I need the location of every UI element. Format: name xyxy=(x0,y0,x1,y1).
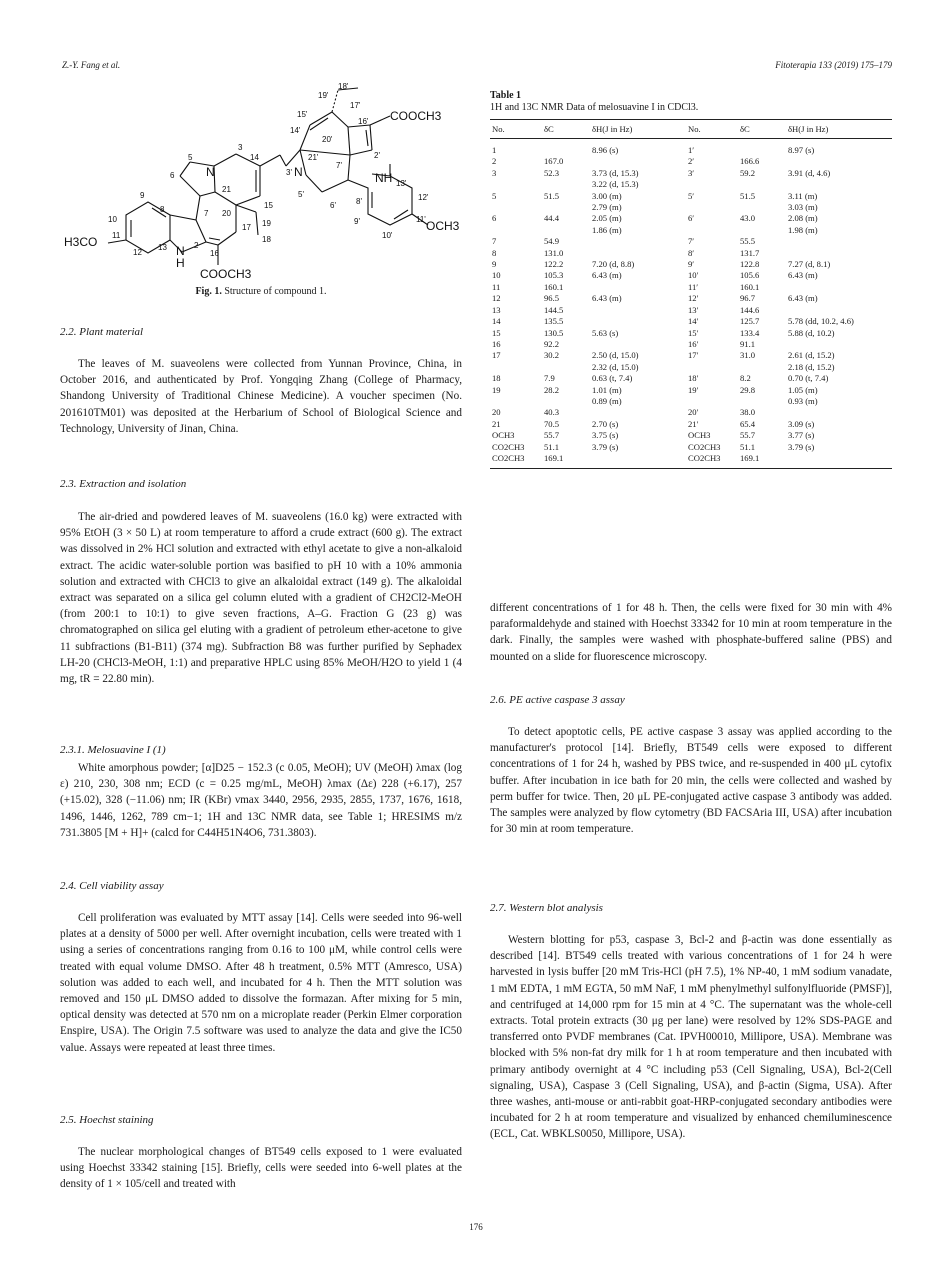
table-cell: 29.8 xyxy=(740,384,756,395)
svg-text:3: 3 xyxy=(238,143,243,152)
table-cell: 167.0 xyxy=(544,156,564,167)
table-cell: 2.70 (s) xyxy=(592,418,619,429)
table-row xyxy=(490,293,892,304)
svg-text:17': 17' xyxy=(350,101,361,110)
table-cell xyxy=(542,362,590,373)
table-cell: OCH3 xyxy=(688,430,711,441)
table-body xyxy=(490,139,892,469)
svg-text:21': 21' xyxy=(308,153,319,162)
table-cell: 9′ xyxy=(688,259,695,270)
svg-text:15': 15' xyxy=(297,110,308,119)
nitrogen-right: N xyxy=(294,165,303,179)
table-header-cell: No. xyxy=(490,120,542,139)
table-cell xyxy=(686,225,738,236)
table-row xyxy=(490,350,892,361)
table-cell xyxy=(786,179,892,190)
figure-caption-label: Fig. 1. xyxy=(195,286,222,297)
table-cell xyxy=(738,202,786,213)
svg-text:12': 12' xyxy=(418,193,429,202)
table-cell: 0.63 (t, 7.4) xyxy=(592,373,633,384)
table-cell: 105.6 xyxy=(740,270,760,281)
svg-text:6': 6' xyxy=(330,201,336,210)
svg-text:10': 10' xyxy=(382,231,393,240)
table-cell: 1.01 (m) xyxy=(592,384,622,395)
section-2-6-body: To detect apoptotic cells, PE active caspase 3 assay was applied according to the manufacturer's protocol [14]. Briefly, BT549 cells were exposed to different concentrations of 1 for 24 h, washed by PBS twice, and re-suspended in 400 μL cytofix buffer. After incubation in ice bath for 20 min, the cells were collected and washed by perm buffer for twice. Then, 20 μL PE-conjugated active caspase 3 antibody was added. The samples were analyzed by flow cytometry (BD FACSAria III, USA) after incubation for 30 min at room temperature. xyxy=(490,726,892,836)
table-cell xyxy=(686,179,738,190)
figure-caption xyxy=(60,286,462,297)
table-cell: 5′ xyxy=(688,190,695,201)
table-row xyxy=(490,168,892,179)
table-cell xyxy=(542,396,590,407)
table-row xyxy=(490,139,892,157)
table-row xyxy=(490,259,892,270)
table-cell: 21 xyxy=(492,418,501,429)
table-cell: 5.88 (d, 10.2) xyxy=(788,327,835,338)
table-cell: 28.2 xyxy=(544,384,560,395)
table-row xyxy=(490,339,892,350)
table-cell: 21′ xyxy=(688,418,699,429)
table-cell: 43.0 xyxy=(740,213,756,224)
table-cell: 130.5 xyxy=(544,327,564,338)
svg-text:3': 3' xyxy=(286,168,292,177)
table-cell: 0.89 (m) xyxy=(592,395,622,406)
table-row xyxy=(490,282,892,293)
table-row xyxy=(490,396,892,407)
table-header-row xyxy=(490,120,892,139)
table-cell xyxy=(590,453,686,469)
table-cell: 19′ xyxy=(688,384,699,395)
table-row xyxy=(490,407,892,418)
table-row xyxy=(490,442,892,453)
table-cell: 8.96 (s) xyxy=(592,145,619,155)
svg-text:10: 10 xyxy=(108,215,117,224)
svg-text:14: 14 xyxy=(250,153,259,162)
table-cell: 13 xyxy=(492,304,501,315)
table-row xyxy=(490,453,892,469)
table-cell: 70.5 xyxy=(544,418,560,429)
section-2-4-title: 2.4. Cell viability assay xyxy=(60,880,164,892)
nitrogen-left: N xyxy=(206,165,215,179)
table-cell: CO2CH3 xyxy=(492,441,525,452)
svg-text:6: 6 xyxy=(170,171,175,180)
table-cell: 6.43 (m) xyxy=(788,270,818,281)
table-cell: 40.3 xyxy=(544,407,560,418)
running-head-journal: Fitoterapia 133 (2019) 175–179 xyxy=(775,60,892,70)
structure-labels xyxy=(64,82,460,280)
table-row xyxy=(490,419,892,430)
table-row xyxy=(490,362,892,373)
methoxy-right: OCH3 xyxy=(426,219,460,233)
table-cell: 125.7 xyxy=(740,316,760,327)
table-row xyxy=(490,248,892,259)
table-cell: 15 xyxy=(492,327,501,338)
svg-text:7: 7 xyxy=(204,209,209,218)
table-cell xyxy=(738,225,786,236)
table-caption: 1H and 13C NMR Data of melosuavine I in CDCl3. xyxy=(490,102,699,113)
table-cell xyxy=(686,396,738,407)
table-cell xyxy=(590,316,686,327)
table-row xyxy=(490,430,892,441)
table-cell xyxy=(786,305,892,316)
table-cell: 3′ xyxy=(688,167,695,178)
table-cell: 17 xyxy=(492,350,501,361)
table-cell: 5.78 (dd, 10.2, 4.6) xyxy=(788,316,854,327)
table-cell: 3.09 (s) xyxy=(788,418,815,429)
table-row xyxy=(490,316,892,327)
table-cell: 6.43 (m) xyxy=(592,270,622,281)
table-cell: 6′ xyxy=(688,213,695,224)
svg-text:16': 16' xyxy=(358,117,369,126)
page-number: 176 xyxy=(469,1222,483,1232)
ester-bottom: COOCH3 xyxy=(200,267,252,280)
table-cell: 11 xyxy=(492,281,501,292)
table-cell: CO2CH3 xyxy=(492,452,525,463)
table-cell: 31.0 xyxy=(740,350,756,361)
table-cell: 6 xyxy=(492,213,497,224)
table-cell xyxy=(590,305,686,316)
table-cell: 135.5 xyxy=(544,316,564,327)
table-row xyxy=(490,328,892,339)
svg-text:18: 18 xyxy=(262,235,271,244)
table-cell xyxy=(490,202,542,213)
svg-text:9: 9 xyxy=(140,191,145,200)
svg-text:15: 15 xyxy=(264,201,273,210)
table-cell: 1.05 (m) xyxy=(788,384,818,395)
table-cell: 19 xyxy=(492,384,501,395)
table-row xyxy=(490,225,892,236)
table-cell: 96.5 xyxy=(544,293,560,304)
nh-left-h: H xyxy=(176,256,185,270)
running-head-authors: Z.-Y. Fang et al. xyxy=(62,60,121,70)
table-cell: 3.77 (s) xyxy=(788,430,815,441)
section-2-5-body: The nuclear morphological changes of BT549 cells exposed to 1 were evaluated using Hoechst 33342 staining [15]. Briefly, cells were seeded into 6-well plates at the density of 1 × 105/cell and treated with xyxy=(60,1146,462,1191)
table-cell: 5 xyxy=(492,190,497,201)
table-cell: CO2CH3 xyxy=(688,452,721,463)
section-2-7-body: Western blotting for p53, caspase 3, Bcl-2 and β-actin was done essentially as described [14]. BT549 cells treated with various concentrations of 1 for 24 h were harvested in lysis buffer [20 mM Tris-HCl (pH 7.5), 1% NP-40, 1 mM sodium vanadate, 1 mM EDTA, 1 mM EGTA, 50 mM NaF, 1 mM phenylmethyl sulfonylfluoride (PMSF)], and centrifuged at 14,000 rpm for 15 min at 4 °C. The supernatant was the whole-cell extracts. Total protein extracts (30 μg per lane) were resolved by 12% SDS-PAGE and transferred onto PVDF membranes (Cat. IPVH00010, Millipore, USA). Membrane was blocked with 5% non-fat dry milk for 1 h at room temperature and then incubated with primary antibody overnight at 4 °C including p53 (Cell Signaling, USA), Bcl-2(Cell signaling, USA), Caspase 3 (Cell Signaling, USA), and β-actin (Sigma, USA). After three washes, anti-mouse or anti-rabbit goat-HRP-conjugated secondary antibodies were incubated for 2 h at room temperature and visualized by enhanced chemiluminescence (ECL, Cat. WBKLS0050, Millipore, USA). xyxy=(490,934,892,1141)
table-cell: 3.79 (s) xyxy=(788,441,815,452)
table-cell: 91.1 xyxy=(740,338,756,349)
svg-text:7': 7' xyxy=(336,161,342,170)
table-cell: 3.00 (m) xyxy=(592,190,622,201)
table-row xyxy=(490,305,892,316)
table-cell: 144.5 xyxy=(544,304,564,315)
section-2-3-title: 2.3. Extraction and isolation xyxy=(60,478,187,490)
methoxy-left: H3CO xyxy=(64,235,98,249)
table-cell xyxy=(590,282,686,293)
table-cell: 20 xyxy=(492,407,501,418)
table-row xyxy=(490,236,892,247)
svg-text:14': 14' xyxy=(290,126,301,135)
svg-text:12: 12 xyxy=(133,248,142,257)
table-cell: 169.1 xyxy=(740,452,760,463)
table-cell: 144.6 xyxy=(740,304,760,315)
table-cell: 1′ xyxy=(688,145,695,155)
table-cell: 2.05 (m) xyxy=(592,213,622,224)
table-cell: 122.2 xyxy=(544,259,564,270)
table-cell xyxy=(786,282,892,293)
table-cell: 17′ xyxy=(688,350,699,361)
table-cell: 12 xyxy=(492,293,501,304)
nh-left-n: N xyxy=(176,244,185,258)
table-cell: 3.73 (d, 15.3) xyxy=(592,167,639,178)
table-cell: 52.3 xyxy=(544,167,560,178)
table-row xyxy=(490,202,892,213)
table-cell xyxy=(686,202,738,213)
section-2-4-body: Cell proliferation was evaluated by MTT assay [14]. Cells were seeded into 96-well plates at a density of 5000 per well. After overnight incubation, cells were treated with 1 using a series of concentrations ranging from 0.16 to 100 μM, while control cells were treated with equal volume DMSO. After 48 h treatment, 0.5% MTT (Amresco, USA) solution was added to each well, and incubated for 4 h. Then the MTT solution was removed and 150 μL DMSO added to dissolve the formazan. After mixing for 5 min, optical density was detected at 570 nm on a microplate reader (Perkin Elmer corporation Enspire, USA). The Origin 7.5 software was used to analyze the data and give the IC50 value. Assays were repeated at least three times. xyxy=(60,912,462,1054)
table-cell: 169.1 xyxy=(544,452,564,463)
table-cell: 51.1 xyxy=(740,441,756,452)
svg-text:13': 13' xyxy=(396,179,407,188)
table-cell: CO2CH3 xyxy=(688,441,721,452)
table-cell: 6.43 (m) xyxy=(788,293,818,304)
table-cell: 7.27 (d, 8.1) xyxy=(788,259,831,270)
table-cell: 55.5 xyxy=(740,236,756,247)
table-cell: 18 xyxy=(492,373,501,384)
table-cell xyxy=(490,362,542,373)
table-title: Table 1 xyxy=(490,90,522,101)
table-cell: 55.7 xyxy=(544,430,560,441)
svg-text:18': 18' xyxy=(338,82,349,91)
table-row xyxy=(490,270,892,281)
table-cell: 1.98 (m) xyxy=(788,224,818,235)
table-cell: 2′ xyxy=(688,156,695,167)
table-cell: 7′ xyxy=(688,236,695,247)
table-cell xyxy=(542,225,590,236)
table-cell: 8.97 (s) xyxy=(788,145,815,155)
table-cell xyxy=(590,236,686,247)
table-cell: 7.9 xyxy=(544,373,555,384)
nh-right: NH xyxy=(375,171,393,185)
table-cell: 2.50 (d, 15.0) xyxy=(592,350,639,361)
table-header-cell: δC xyxy=(542,120,590,139)
table-cell: 10 xyxy=(492,270,501,281)
table-cell: 1 xyxy=(492,145,497,155)
section-2-3-1-title: 2.3.1. Melosuavine I (1) xyxy=(60,744,166,756)
nmr-data-table xyxy=(490,119,892,469)
table-cell xyxy=(738,396,786,407)
right-column xyxy=(490,90,892,1141)
svg-text:13: 13 xyxy=(158,243,167,252)
table-header-cell: δC xyxy=(738,120,786,139)
section-2-3-1-body: White amorphous powder; [α]D25 − 152.3 (c 0.05, MeOH); UV (MeOH) λmax (log ε) 210, 230, 308 nm; ECD (c = 0.25 mg/mL, MeOH) λmax (Δε) 228 (+6.17), 257 (+15.02), 328 (−11.06) nm; IR (KBr) νmax 3440, 2956, 2935, 2855, 1737, 1676, 1618, 1496, 1446, 1262, 789 cm−1; 1H and 13C NMR data, see Table 1; HRESIMS m/z 731.3805 [M + H]+ (calcd for C44H51N4O6, 731.3803). xyxy=(60,762,462,839)
table-header-cell: δH(J in Hz) xyxy=(590,120,686,139)
table-cell xyxy=(738,139,786,157)
table-cell: 59.2 xyxy=(740,167,756,178)
table-cell: 8.2 xyxy=(740,373,751,384)
table-row xyxy=(490,179,892,190)
chemical-structure-figure xyxy=(60,80,462,280)
table-cell: 3.03 (m) xyxy=(788,202,818,213)
running-head xyxy=(62,60,892,70)
table-cell: 51.5 xyxy=(740,190,756,201)
table-cell: 2 xyxy=(492,156,497,167)
table-cell: 2.61 (d, 15.2) xyxy=(788,350,835,361)
table-cell: 54.9 xyxy=(544,236,560,247)
svg-text:11': 11' xyxy=(416,215,426,224)
table-cell: 55.7 xyxy=(740,430,756,441)
table-cell: 2.08 (m) xyxy=(788,213,818,224)
section-2-6-title: 2.6. PE active caspase 3 assay xyxy=(490,694,625,706)
svg-text:8: 8 xyxy=(160,205,165,214)
table-cell xyxy=(590,248,686,259)
table-cell: 20′ xyxy=(688,407,699,418)
table-cell xyxy=(786,453,892,469)
table-cell: 0.70 (t, 7.4) xyxy=(788,373,829,384)
table-cell: 2.79 (m) xyxy=(592,202,622,213)
table-cell: 15′ xyxy=(688,327,699,338)
table-cell: 8 xyxy=(492,247,497,258)
table-cell xyxy=(786,248,892,259)
table-cell: 3.11 (m) xyxy=(788,190,818,201)
table-cell: 38.0 xyxy=(740,407,756,418)
table-row xyxy=(490,156,892,167)
table-cell: 5.63 (s) xyxy=(592,327,619,338)
table-cell xyxy=(490,225,542,236)
section-2-3-body: The air-dried and powdered leaves of M. suaveolens (16.0 kg) were extracted with 95% EtOH (3 × 50 L) at room temperature to afford a crude extract (600 g). The extract was dissolved in 2% HCl solution and extracted with ethyl acetate to give a non-alkaloid extract. The acidic water-soluble portion was basified to pH 10 with a 10% ammonia solution and extracted with CHCl3 to give an alkaloidal extract (149 g). The alkaloidal extract was separated on a silica gel column eluted with a gradient of CH2Cl2-MeOH (from 200:1 to 10:1) to give seven fractions, A–G. Fraction G (23 g) was chromatographed on silica gel eluting with a gradient of petroleum ether-acetone to give 11 subfractions (B1-B11) (374 mg). Subfraction B8 was further purified by Sephadex LH-20 (CHCl3-MeOH, 1:1) and preparative HPLC using 85% MeOH/H2O to yield 1 (4 mg, tR = 22.80 min). xyxy=(60,511,462,686)
svg-text:2: 2 xyxy=(194,241,199,250)
svg-text:17: 17 xyxy=(242,223,251,232)
table-cell: 13′ xyxy=(688,304,699,315)
table-cell: 7 xyxy=(492,236,497,247)
svg-text:5: 5 xyxy=(188,153,193,162)
table-cell: 3 xyxy=(492,167,497,178)
table-cell xyxy=(786,236,892,247)
table-cell: 131.7 xyxy=(740,247,760,258)
section-2-5-continued: different concentrations of 1 for 48 h. Then, the cells were fixed for 30 min with 4% paraformaldehyde and stained with Hoechst 33342 for 10 min at room temperature in the dark. Finally, the samples were washed with phosphate-buffered saline (PBS) and mounted on a slide for fluorescence microscopy. xyxy=(490,602,892,663)
table-cell: 51.5 xyxy=(544,190,560,201)
table-cell: 166.6 xyxy=(740,156,760,167)
table-cell: 133.4 xyxy=(740,327,760,338)
ester-top: COOCH3 xyxy=(390,109,442,123)
left-column xyxy=(60,80,462,1191)
table-cell: 92.2 xyxy=(544,338,560,349)
section-2-2-body: The leaves of M. suaveolens were collected from Yunnan Province, China, in October 2016, and authenticated by Prof. Yongqing Zhang (College of Pharmacy, Shandong University of Traditional Chinese Medicine). A voucher specimen (No. 201610TM01) was deposited at the Herbarium of School of Biological Science and Technology, University of Jinan, China. xyxy=(60,358,462,435)
table-cell xyxy=(590,407,686,418)
table-cell xyxy=(738,362,786,373)
table-cell: 7.20 (d, 8.8) xyxy=(592,259,635,270)
table-cell: 16′ xyxy=(688,338,699,349)
table-cell: 10′ xyxy=(688,270,699,281)
table-cell: 11′ xyxy=(688,281,699,292)
table-cell: 160.1 xyxy=(544,281,564,292)
table-cell xyxy=(686,362,738,373)
svg-text:19: 19 xyxy=(262,219,271,228)
svg-text:9': 9' xyxy=(354,217,360,226)
table-cell: 96.7 xyxy=(740,293,756,304)
table-cell xyxy=(786,407,892,418)
table-cell: 1.86 (m) xyxy=(592,224,622,235)
table-cell: 122.8 xyxy=(740,259,760,270)
table-cell: 2.32 (d, 15.0) xyxy=(592,361,639,372)
table-cell xyxy=(490,179,542,190)
svg-text:16: 16 xyxy=(210,249,219,258)
table-cell: 14′ xyxy=(688,316,699,327)
table-cell: 3.75 (s) xyxy=(592,430,619,441)
table-header-cell: No. xyxy=(686,120,738,139)
table-cell: 12′ xyxy=(688,293,699,304)
svg-text:19': 19' xyxy=(318,91,329,100)
table-cell: 8′ xyxy=(688,247,695,258)
section-2-5-title: 2.5. Hoechst staining xyxy=(60,1114,154,1126)
table-cell: 16 xyxy=(492,338,501,349)
table-cell: 2.18 (d, 15.2) xyxy=(788,361,835,372)
table-cell: 3.91 (d, 4.6) xyxy=(788,167,831,178)
table-cell: 18′ xyxy=(688,373,699,384)
table-cell xyxy=(738,179,786,190)
svg-text:20': 20' xyxy=(322,135,333,144)
svg-text:21: 21 xyxy=(222,185,231,194)
table-cell: OCH3 xyxy=(492,430,515,441)
table-row xyxy=(490,385,892,396)
section-2-2-title: 2.2. Plant material xyxy=(60,326,144,338)
table-cell: 30.2 xyxy=(544,350,560,361)
table-row xyxy=(490,213,892,224)
table-cell: 3.79 (s) xyxy=(592,441,619,452)
table-row xyxy=(490,373,892,384)
table-cell: 9 xyxy=(492,259,497,270)
table-row xyxy=(490,191,892,202)
table-cell xyxy=(590,339,686,350)
table-cell: 105.3 xyxy=(544,270,564,281)
table-cell xyxy=(542,179,590,190)
svg-text:2': 2' xyxy=(374,151,380,160)
table-cell: 51.1 xyxy=(544,441,560,452)
table-header-cell: δH(J in Hz) xyxy=(786,120,892,139)
svg-text:11: 11 xyxy=(112,231,121,240)
table-cell: 131.0 xyxy=(544,247,564,258)
svg-text:8': 8' xyxy=(356,197,362,206)
table-cell: 6.43 (m) xyxy=(592,293,622,304)
figure-caption-text: Structure of compound 1. xyxy=(224,286,327,297)
svg-text:20: 20 xyxy=(222,209,231,218)
table-cell xyxy=(490,396,542,407)
svg-text:5': 5' xyxy=(298,190,304,199)
table-cell xyxy=(542,139,590,157)
section-2-7-title: 2.7. Western blot analysis xyxy=(490,902,603,914)
table-cell xyxy=(786,156,892,167)
table-cell: 0.93 (m) xyxy=(788,395,818,406)
table-cell xyxy=(542,202,590,213)
table-cell: 3.22 (d, 15.3) xyxy=(592,179,639,190)
table-cell: 160.1 xyxy=(740,281,760,292)
table-cell: 44.4 xyxy=(544,213,560,224)
table-cell xyxy=(786,339,892,350)
table-cell: 14 xyxy=(492,316,501,327)
table-cell: 65.4 xyxy=(740,418,756,429)
table-cell xyxy=(590,156,686,167)
